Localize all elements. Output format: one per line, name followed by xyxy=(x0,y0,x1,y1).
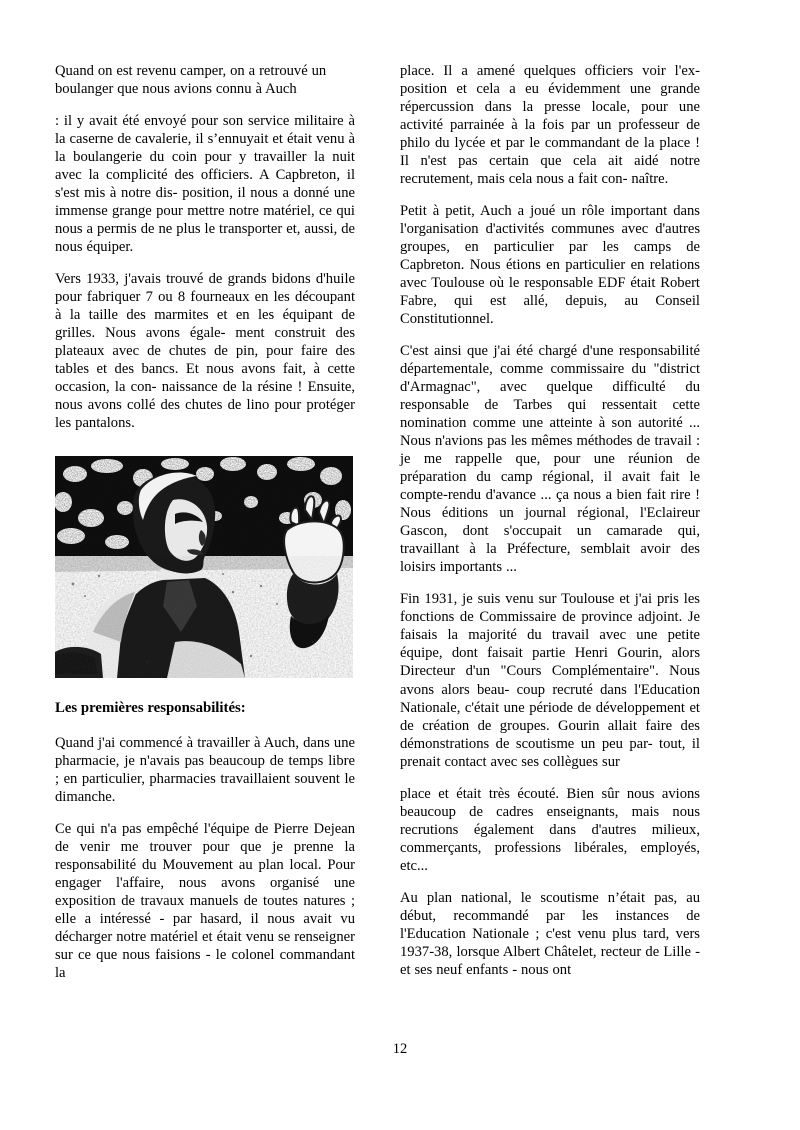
paragraph: C'est ainsi que j'ai été chargé d'une responsabilité départementale, comme commissaire du "district d'Armagnac", avec quelque difficulté du responsable de Tarbes qui ressentait cette nomination comme une atteinte à son autorité ... Nous n'avions pas les mêmes méthodes de travail : je me rappelle que, pour une réunion de préparation du camp régional, il avait fait le compte-rendu d'avance ... ça nous a bien fait rire ! Nous éditions un journal régional, l'Eclaireur Gascon, dont s'occupait un camarade qui, travaillant à la Préfecture, semblait avoir des loisirs importants ... xyxy=(400,343,700,576)
photograph-figure xyxy=(55,456,353,678)
section-heading: Les premières responsabilités: xyxy=(55,700,246,717)
paragraph: place. Il a amené quelques officiers voir l'ex- position et cela a eu évidemment une grande répercussion dans la presse locale, pour une activité parrainée à la fois par un professeur de philo du lycée et par le commandant de la place ! Il n'est pas certain que cela ait aidé notre recrutement, mais cela nous a fait con- naître. xyxy=(400,63,700,188)
paragraph: Au plan national, le scoutisme n’était pas, au début, recommandé par les instances de l'Education Nationale ; c'est venu plus tard, vers 1937-38, lorsque Albert Châtelet, recteur de Lille - et ses neuf enfants - nous ont xyxy=(400,889,700,978)
paragraph: place et était très écouté. Bien sûr nous avions beaucoup de cadres enseignants, mais nous recrutions également dans d'autres milieux, commerçants, professions libérales, employés, etc... xyxy=(400,785,700,874)
left-column xyxy=(55,62,355,996)
paragraph: Vers 1933, j'avais trouvé de grands bidons d'huile pour fabriquer 7 ou 8 fourneaux en les découpant à la taille des marmites et en les équipant de grilles. Nous avons égale- ment construit des plateaux avec de chutes de pin, pour faire des tables et des bancs. Et nous avons fait, à cette occasion, la con- naissance de la résine ! Ensuite, nous avons collé des chutes de lino pour protéger les pantalons. xyxy=(55,271,355,432)
paragraph: Fin 1931, je suis venu sur Toulouse et j'ai pris les fonctions de Commissaire de province adjoint. Je faisais la majorité du travail avec une petite équipe, dont faisait partie Henri Gourin, alors Directeur d'un "Cours Complémentaire". Nous avons alors beau- coup recruté dans l'Education Nationale, c'était une période de développement et de création de groupes. Gourin allait faire des démonstrations de scoutisme un peu par- tout, il prenait contact avec ses collègues sur xyxy=(400,591,700,770)
paragraph: Quand j'ai commencé à travailler à Auch, dans une pharmacie, je n'avais pas beaucoup de temps libre ; en particulier, pharmacies travaillaient souvent le dimanche. xyxy=(55,735,355,806)
paragraph: Quand on est revenu camper, on a retrouvé un boulanger que nous avions connu à Auch xyxy=(55,63,327,98)
two-column-body xyxy=(55,62,700,996)
photograph-image xyxy=(55,456,353,678)
right-column xyxy=(400,62,700,996)
paragraph: Petit à petit, Auch a joué un rôle important dans l'organisation d'activités communes avec d'autres groupes, en particulier par les camps de Capbreton. Nous étions en particulier en relations avec Toulouse où le responsable EDF était Robert Fabre, qui est allé, depuis, au Conseil Constitutionnel. xyxy=(400,203,700,328)
paragraph: Ce qui n'a pas empêché l'équipe de Pierre Dejean de venir me trouver pour que je prenne la responsabilité du Mouvement au plan local. Pour engager l'affaire, nous avons organisé une exposition de travaux manuels de toutes natures ; elle a intéressé - par hasard, il nous avait vu décharger notre matériel et était venu se renseigner sur ce que nous faisions - le colonel commandant la xyxy=(55,821,355,982)
paragraph: : il y avait été envoyé pour son service militaire à la caserne de cavalerie, il s’ennuyait et était venu à la boulangerie du coin pour y travailler la nuit avec la complicité des officiers. A Capbreton, il s'est mis à notre dis- position, il nous a donné une immense grange pour mettre notre matériel, ce qui nous a permis de ne plus le transporter et, aussi, de nous équiper. xyxy=(55,113,355,256)
page-number: 12 xyxy=(392,1041,408,1057)
